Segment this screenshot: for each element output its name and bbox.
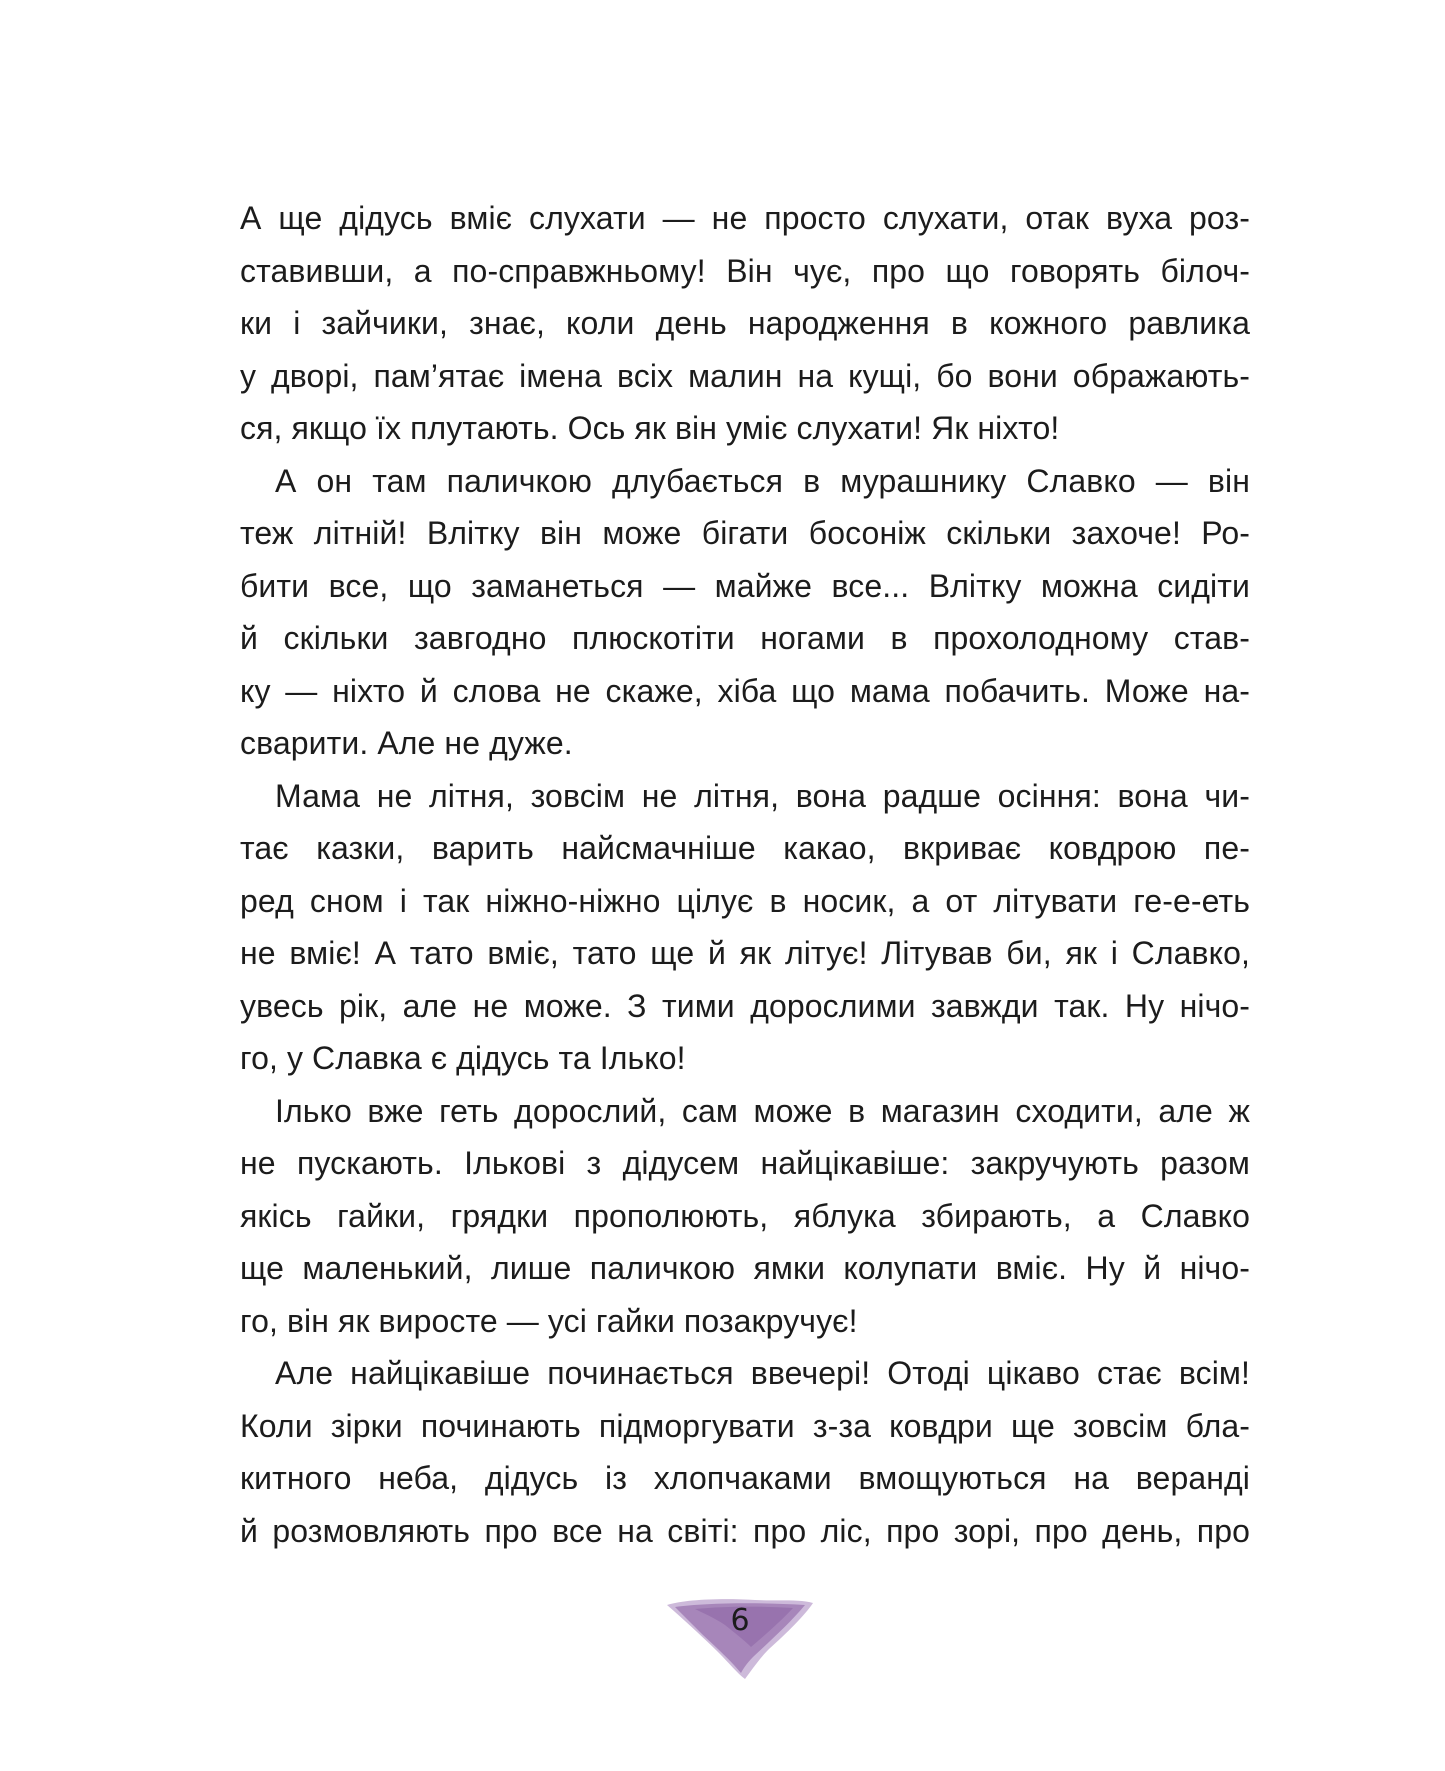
text-line: не вміє! А тато вміє, тато ще й як літує! Літував би, як і Славко, — [240, 935, 1250, 971]
text-line: ставивши, а по-справжньому! Він чує, про що говорять білоч- — [240, 252, 1250, 289]
text-line: ки і зайчики, знає, коли день народження в кожного равлика — [240, 305, 1250, 341]
paragraph-3 — [240, 770, 1250, 1085]
text-line: теж літній! Влітку він може бігати босоніж скільки захоче! Ро- — [240, 515, 1250, 551]
text-line: не пускають. Ількові з дідусем найцікавіше: закручують разом — [240, 1145, 1250, 1181]
text-line: у дворі, пам’ятає імена всіх малин на кущі, бо вони ображають- — [240, 357, 1250, 394]
text-line: Мама не літня, зовсім не літня, вона радше осіння: вона чи- — [275, 777, 1250, 814]
text-line: А ще дідусь вміє слухати — не просто слухати, отак вуха роз- — [240, 200, 1250, 236]
text-line: сварити. Але не дуже. — [240, 725, 573, 761]
paragraph-4 — [240, 1085, 1250, 1348]
page-number: 6 — [730, 1603, 750, 1638]
text-line: ред сном і так ніжно-ніжно цілує в носик, а от літувати ге-е-еть — [240, 882, 1250, 919]
text-line: го, він як виросте — усі гайки позакручує! — [240, 1302, 858, 1339]
text-line: Коли зірки починають підморгувати з-за ковдри ще зовсім бла- — [240, 1407, 1250, 1444]
text-line: Ілько вже геть дорослий, сам може в магазин сходити, але ж — [275, 1092, 1250, 1129]
text-line: Але найцікавіше починається ввечері! Отоді цікаво стає всім! — [275, 1355, 1250, 1391]
page-number-badge — [665, 1593, 815, 1681]
text-line: А он там паличкою длубається в мурашнику Славко — він — [275, 462, 1250, 499]
paragraph-5 — [240, 1347, 1250, 1557]
text-line: го, у Славка є дідусь та Ілько! — [240, 1040, 686, 1076]
text-line: й розмовляють про все на світі: про ліс, про зорі, про день, про — [240, 1512, 1250, 1549]
text-line: увесь рік, але не може. З тими дорослими завжди так. Ну нічо- — [240, 987, 1250, 1024]
text-line: й скільки завгодно плюскотіти ногами в прохолодному став- — [240, 620, 1250, 656]
body-text — [240, 192, 1250, 1557]
text-line: ку — ніхто й слова не скаже, хіба що мама побачить. Може на- — [240, 672, 1250, 709]
text-line: бити все, що заманеться — майже все... Влітку можна сидіти — [240, 567, 1250, 604]
text-line: якісь гайки, грядки прополюють, яблука збирають, а Славко — [240, 1197, 1250, 1234]
text-line: тає казки, варить найсмачніше какао, вкриває ковдрою пе- — [240, 830, 1250, 866]
paragraph-2 — [240, 455, 1250, 770]
paragraph-1 — [240, 192, 1250, 455]
text-line: ще маленький, лише паличкою ямки колупати вміє. Ну й нічо- — [240, 1250, 1250, 1286]
text-line: ся, якщо їх плутають. Ось як він уміє слухати! Як ніхто! — [240, 410, 1060, 446]
text-line: китного неба, дідусь із хлопчаками вмощуються на веранді — [240, 1460, 1250, 1496]
